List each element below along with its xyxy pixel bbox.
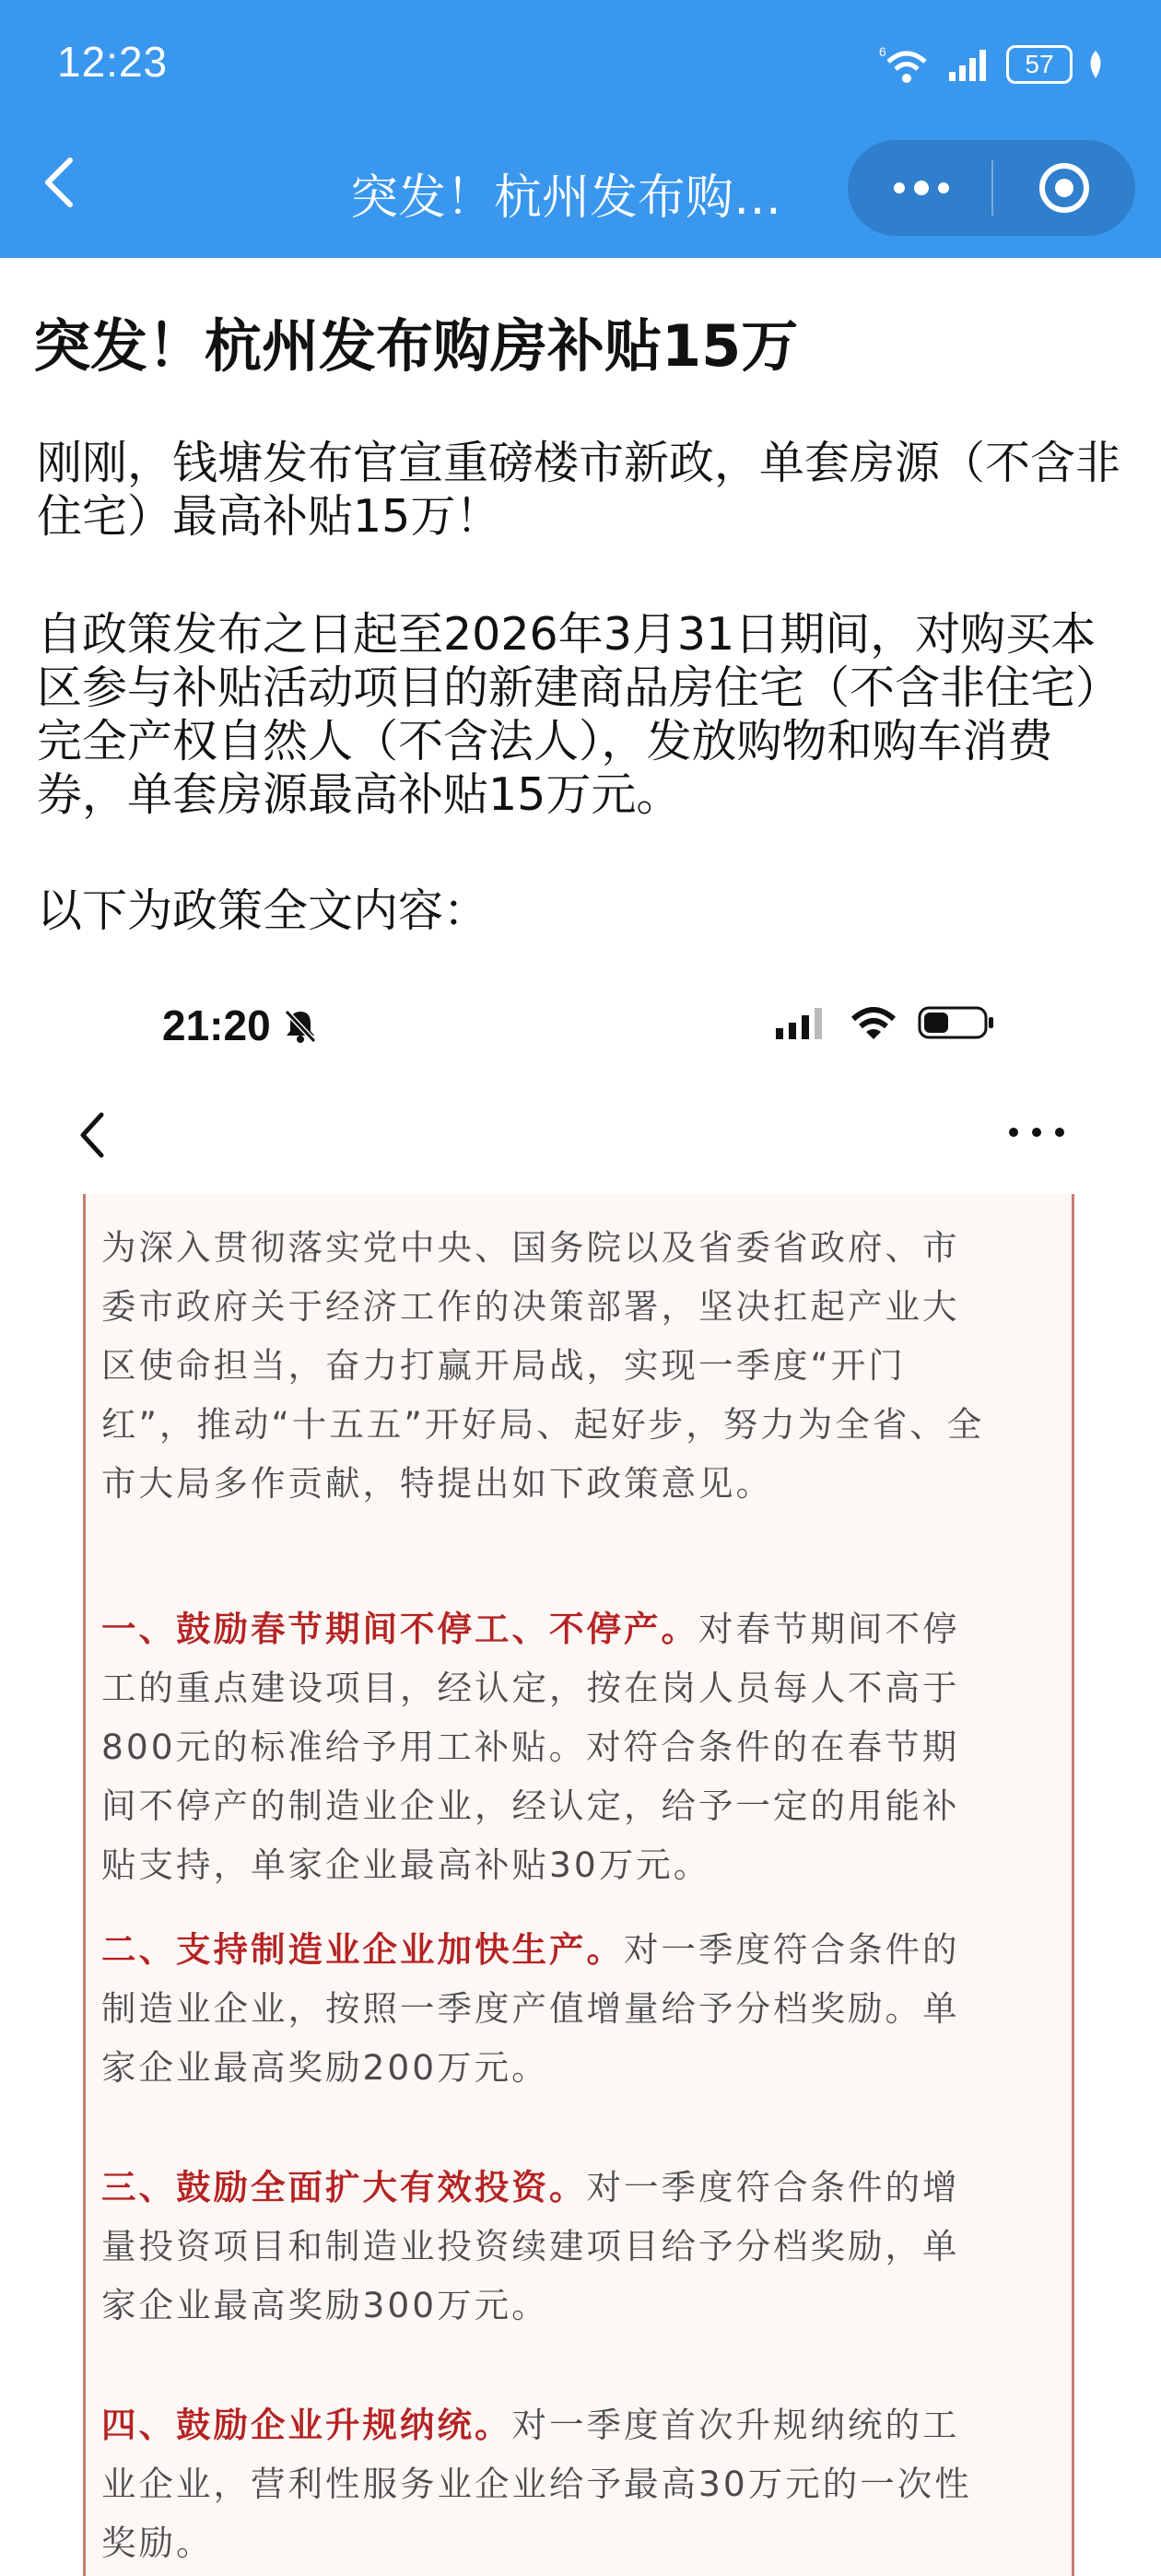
doc-section	[101, 2158, 986, 2335]
more-dots-icon[interactable]	[885, 160, 958, 216]
doc-section-body: 对春节期间不停工的重点建设项目，经认定，按在岗人员每人不高于800元的标准给予用工补贴。对符合条件的在春节期间不停产的制造业企业，经认定，给予一定的用能补贴支持，单家企业最高补贴30万元。	[101, 1609, 960, 1885]
embedded-time-text: 21:20	[162, 1001, 271, 1049]
top-bar	[0, 0, 1161, 258]
battery-level: 57	[1025, 50, 1054, 78]
leaf-icon	[1085, 49, 1106, 80]
status-time: 12:23	[57, 38, 169, 86]
embedded-back-arrow-icon	[74, 1107, 111, 1163]
embedded-time	[162, 1001, 319, 1050]
doc-section-heading: 一、鼓励春节期间不停工、不停产。	[101, 1609, 698, 1649]
embedded-battery-icon	[918, 1004, 995, 1041]
article-paragraph: 以下为政策全文内容：	[37, 884, 489, 937]
doc-section-heading: 四、鼓励企业升规纳统。	[101, 2405, 512, 2445]
doc-section-heading: 二、支持制造业企业加快生产。	[101, 1929, 624, 1970]
doc-section	[101, 2395, 986, 2572]
signal-icon	[947, 46, 993, 83]
battery-icon	[1006, 45, 1073, 84]
embedded-signal-icon	[774, 1004, 829, 1041]
doc-section-body: 对一季度符合条件的增量投资项目和制造业投资续建项目给予分档奖励，单家企业最高奖励300万元。	[101, 2167, 960, 2325]
mini-program-capsule	[848, 140, 1135, 236]
article-paragraph: 刚刚，钱塘发布官宣重磅楼市新政，单套房源（不含非住宅）最高补贴15万！	[37, 437, 1121, 543]
status-icons	[879, 41, 1106, 88]
signal-superscript: 6	[879, 44, 886, 59]
back-arrow-icon[interactable]	[41, 155, 77, 210]
article-paragraph: 自政策发布之日起至2026年3月31日期间，对购买本区参与补贴活动项目的新建商品房住宅（不含非住宅）完全产权自然人（不含法人），发放购物和购车消费券，单套房源最高补贴15万元。	[37, 608, 1121, 821]
doc-intro: 为深入贯彻落实党中央、国务院以及省委省政府、市委市政府关于经济工作的决策部署，坚决扛起产业大区使命担当，奋力打赢开局战，实现一季度“开门红”，推动“十五五”开好局、起好步，努力为全省、全市大局多作贡献，特提出如下政策意见。	[101, 1227, 985, 1504]
doc-section	[101, 1599, 986, 1894]
article-title: 突发！杭州发布购房补贴15万	[33, 312, 799, 380]
mute-bell-icon	[282, 1007, 319, 1044]
doc-section-heading: 三、鼓励全面扩大有效投资。	[101, 2167, 587, 2207]
wifi-icon	[879, 43, 934, 86]
embedded-wifi-icon	[850, 1004, 897, 1041]
doc-section-body: 对一季度符合条件的制造业企业，按照一季度产值增量给予分档奖励。单家企业最高奖励200万元。	[101, 1929, 960, 2088]
capsule-divider	[991, 160, 993, 216]
close-target-icon[interactable]	[1023, 160, 1106, 216]
nav-title: 突发！杭州发布购…	[350, 170, 782, 226]
embedded-status-icons	[774, 1004, 995, 1041]
doc-section	[101, 1920, 986, 2097]
embedded-screenshot	[37, 967, 1124, 2563]
embedded-more-dots-icon	[1004, 1118, 1069, 1146]
doc-section-body: 对一季度首次升规纳统的工业企业，营利性服务业企业给予最高30万元的一次性奖励。	[101, 2405, 972, 2563]
